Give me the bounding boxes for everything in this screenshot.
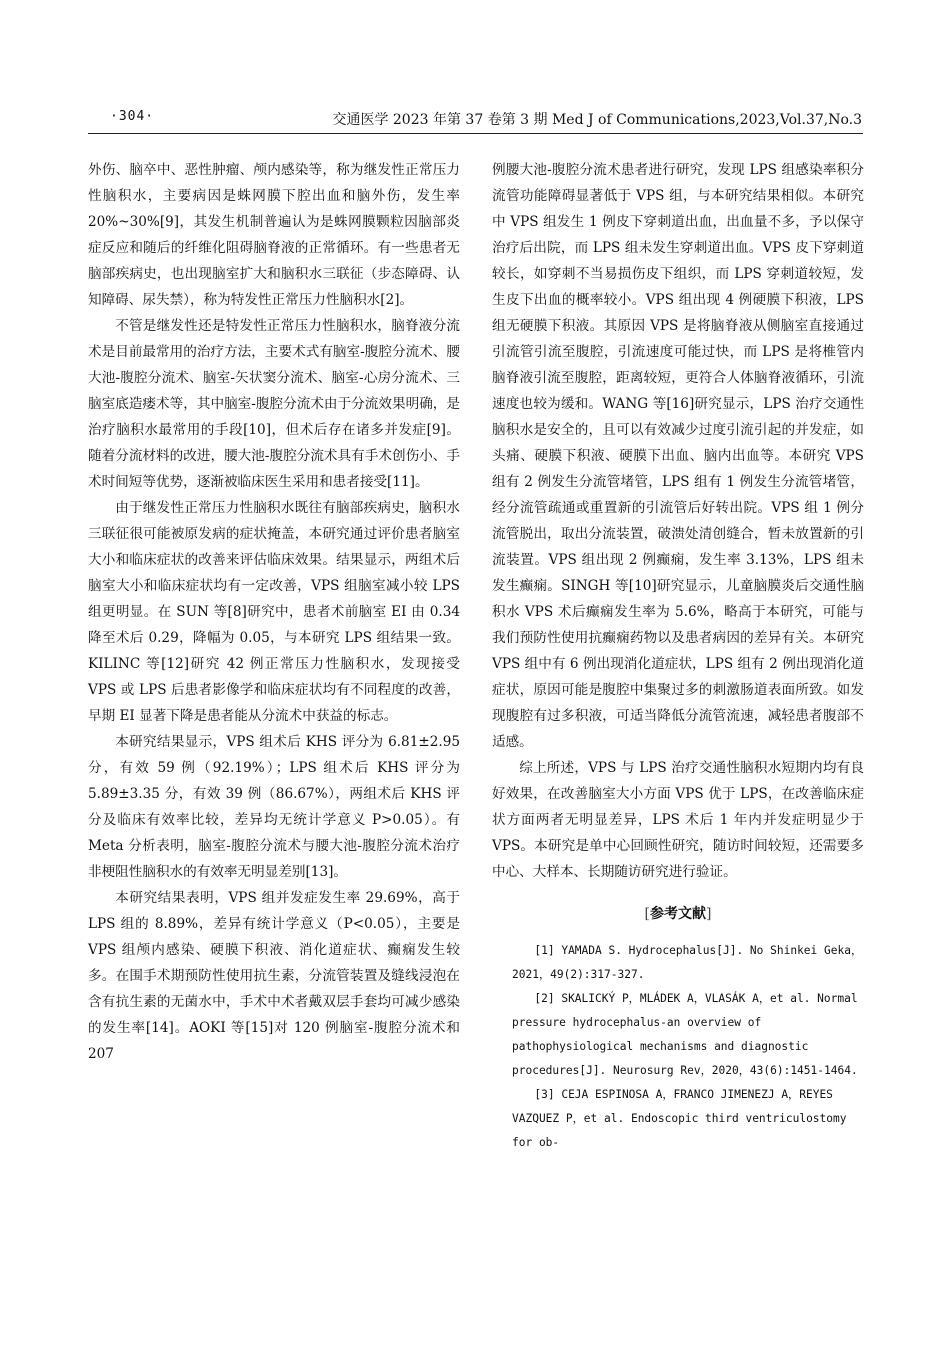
paragraph: 由于继发性正常压力性脑积水既往有脑部疾病史，脑积水三联征很可能被原发病的症状掩盖，本研究通过评价患者脑室大小和临床症状的改善来评估临床效果。结果显示，两组术后脑室大小和临床症状均有一定改善，VPS 组脑室减小较 LPS 组更明显。在 SUN 等[8]研究中，患者术前脑室 EI 由 0.34 降至术后 0.29，降幅为 0.05，与本研究 LPS 组结果一致。KILINC 等[12]研究 42 例正常压力性脑积水，发现接受 VPS 或 LPS 后患者影像学和临床症状均有不同程度的改善，早期 EI 显著下降是患者能从分流术中获益的标志。 xyxy=(88,500,460,724)
paragraph: 不管是继发性还是特发性正常压力性脑积水，脑脊液分流术是目前最常用的治疗方法，主要术式有脑室-腹腔分流术、腰大池-腹腔分流术、脑室-矢状窦分流术、脑室-心房分流术、三脑室底造瘘术等，其中脑室-腹腔分流术由于分流效果明确，是治疗脑积水最常用的手段[10]，但术后存在诸多并发症[9]。随着分流材料的改进，腰大池-腹腔分流术具有手术创伤小、手术时间短等优势，逐渐被临床医生采用和患者接受[11]。 xyxy=(88,318,460,490)
reference-item: [2] SKALICKÝ P，MLÁDEK A，VLASÁK A，et al. Normal pressure hydrocephalus-an overview of pathophysiological mechanisms and diagnostic procedures[J]. Neurosurg Rev，2020，43(6):1451-1464. xyxy=(512,992,858,1077)
paragraph: 本研究结果表明，VPS 组并发症发生率 29.69%，高于 LPS 组的 8.89%，差异有统计学意义（P<0.05），主要是 VPS 组颅内感染、硬膜下积液、消化道症状、癫痫发生较多。在围手术期预防性使用抗生素，分流管装置及缝线浸泡在含有抗生素的无菌水中，手术中术者戴双层手套均可减少感染的发生率[14]。AOKI 等[15]对 120 例脑室-腹腔分流术和 207 xyxy=(88,890,460,1062)
reference-item: [1] YAMADA S. Hydrocephalus[J]. No Shinkei Geka，2021，49(2):317-327. xyxy=(512,944,863,981)
page-number: ·304· xyxy=(110,109,155,124)
paragraph: 综上所述，VPS 与 LPS 治疗交通性脑积水短期内均有良好效果，在改善脑室大小方面 VPS 优于 LPS，在改善临床症状方面两者无明显差异，LPS 术后 1 年内并发症明显少于 VPS。本研究是单中心回顾性研究，随访时间较短，还需要多中心、大样本、长期随访研究进行验证。 xyxy=(492,760,864,880)
paragraph: 例腰大池-腹腔分流术患者进行研究，发现 LPS 组感染率积分流管功能障碍显著低于 VPS 组，与本研究结果相似。本研究中 VPS 组发生 1 例皮下穿刺道出血，出血量不多，予以保守治疗后出院，而 LPS 组未发生穿刺道出血。VPS 皮下穿刺道较长，如穿刺不当易损伤皮下组织，而 LPS 穿刺道较短，发生皮下出血的概率较小。VPS 组出现 4 例硬膜下积液，LPS 组无硬膜下积液。其原因 VPS 是将脑脊液从侧脑室直接通过引流管引流至腹腔，引流速度可能过快，而 LPS 是将椎管内脑脊液引流至腹腔，距离较短，更符合人体脑脊液循环，引流速度也较为缓和。WANG 等[16]研究显示，LPS 治疗交通性脑积水是安全的，且可以有效减少过度引流引起的并发症，如头痛、硬膜下积液、硬膜下出血、脑内出血等。本研究 VPS 组有 2 例发生分流管堵管，LPS 组有 1 例发生分流管堵管，经分流管疏通或重置新的引流管后好转出院。VPS 组 1 例分流管脱出，取出分流装置，破溃处清创缝合，暂未放置新的引流装置。VPS 组出现 2 例癫痫，发生率 3.13%，LPS 组未发生癫痫。SINGH 等[10]研究显示，儿童脑膜炎后交通性脑积水 VPS 术后癫痫发生率为 5.6%，略高于本研究，可能与我们预防性使用抗癫痫药物以及患者病因的差异有关。本研究 VPS 组中有 6 例出现消化道症状，LPS 组有 2 例出现消化道症状，原因可能是腹腔中集聚过多的刺激肠道表面所致。如发现腹腔有过多积液，可适当降低分流管流速，减轻患者腹部不适感。 xyxy=(492,162,864,750)
references-heading: [参考文献] xyxy=(644,906,712,922)
running-header xyxy=(110,109,862,131)
paragraph: 本研究结果显示，VPS 组术后 KHS 评分为 6.81±2.95 分，有效 59 例（92.19%）；LPS 组术后 KHS 评分为 5.89±3.35 分，有效 39 例（86.67%），两组术后 KHS 评分及临床有效率比较，差异均无统计学意义 P>0.05）。有 Meta 分析表明，脑室-腹腔分流术与腰大池-腹腔分流术治疗非梗阻性脑积水的有效率无明显差别[13]。 xyxy=(88,734,460,880)
right-column xyxy=(492,157,864,1155)
header-rule xyxy=(88,133,863,134)
paragraph: 外伤、脑卒中、恶性肿瘤、颅内感染等，称为继发性正常压力性脑积水，主要病因是蛛网膜下腔出血和脑外伤，发生率 20%~30%[9]，其发生机制普遍认为是蛛网膜颗粒因脑部炎症反应和随后的纤维化阻碍脑脊液的正常循环。有一些患者无脑部疾病史，也出现脑室扩大和脑积水三联征（步态障碍、认知障碍、尿失禁），称为特发性正常压力性脑积水[2]。 xyxy=(88,162,460,308)
left-column xyxy=(88,157,460,1067)
references-title: 参考文献 xyxy=(650,906,706,922)
journal-running-head: 交通医学 2023 年第 37 卷第 3 期 Med J of Communications,2023,Vol.37,No.3 xyxy=(332,112,862,128)
reference-item: [3] CEJA ESPINOSA A，FRANCO JIMENEZJ A，REYES VAZQUEZ P，et al. Endoscopic third ventriculostomy for ob- xyxy=(512,1088,847,1149)
